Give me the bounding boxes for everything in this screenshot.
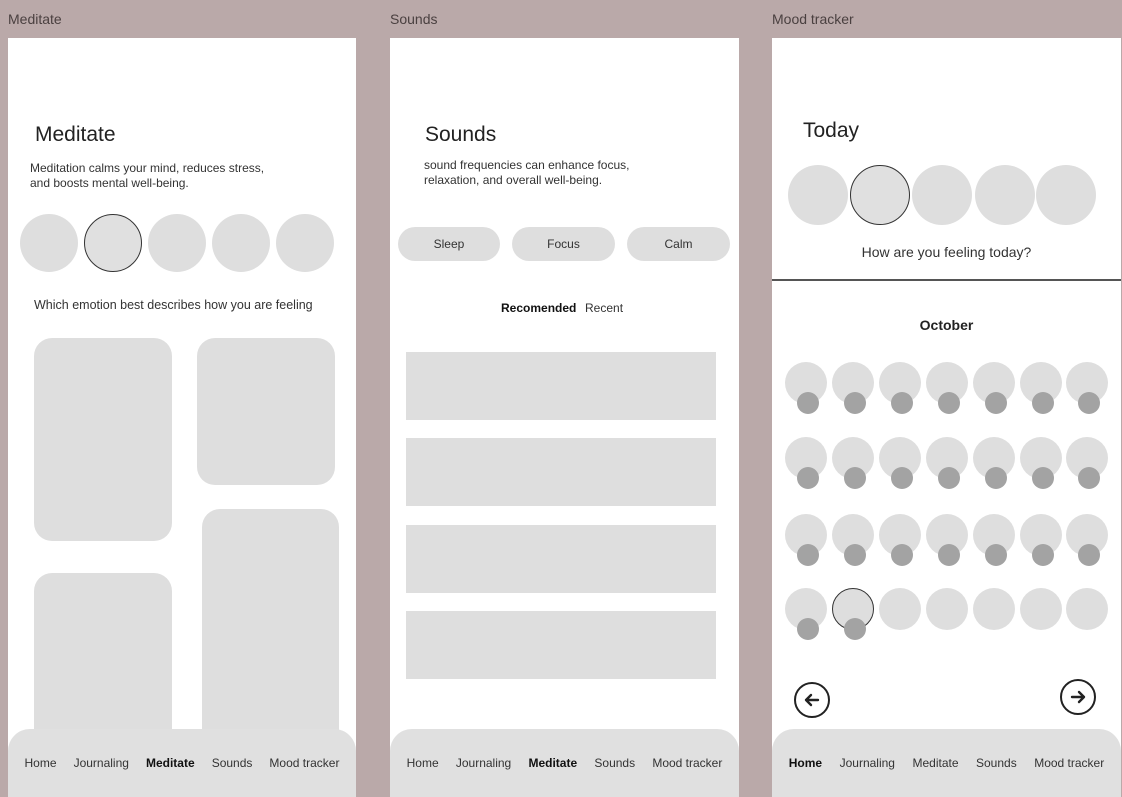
nav-item-journaling[interactable]: Journaling: [73, 756, 129, 770]
sound-item[interactable]: [406, 611, 716, 679]
page-title: Sounds: [425, 123, 497, 146]
emotion-option[interactable]: [20, 214, 78, 272]
category-pill-sleep[interactable]: Sleep: [398, 227, 500, 261]
mood-dot: [844, 544, 866, 566]
today-title: Today: [803, 119, 860, 142]
sound-item[interactable]: [406, 438, 716, 506]
emotion-option-selected[interactable]: [84, 214, 142, 272]
mood-dot: [891, 544, 913, 566]
emotion-prompt: Which emotion best describes how you are feeling: [34, 298, 313, 312]
mood-dot: [891, 467, 913, 489]
mood-dot: [1032, 467, 1054, 489]
mood-dot: [985, 467, 1007, 489]
category-pill-focus[interactable]: Focus: [512, 227, 615, 261]
arrow-right-circle-icon[interactable]: [1060, 679, 1096, 715]
mood-dot: [985, 392, 1007, 414]
nav-item-meditate[interactable]: Meditate: [912, 756, 959, 770]
calendar-day[interactable]: [879, 588, 921, 630]
mood-dot: [844, 618, 866, 640]
mood-dot: [844, 467, 866, 489]
nav-item-journaling[interactable]: Journaling: [455, 756, 512, 770]
mood-dot: [797, 392, 819, 414]
mood-question: How are you feeling today?: [861, 244, 1032, 260]
calendar-month: October: [919, 317, 974, 333]
mood-tracker-screen: [772, 38, 1121, 797]
calendar-day[interactable]: [1066, 588, 1108, 630]
nav-item-home[interactable]: Home: [406, 756, 439, 770]
emotion-option[interactable]: [276, 214, 334, 272]
mood-dot: [797, 467, 819, 489]
sound-item[interactable]: [406, 352, 716, 420]
divider: [772, 279, 1121, 281]
nav-item-mood-tracker[interactable]: Mood tracker: [1034, 756, 1105, 770]
meditation-card[interactable]: [34, 338, 172, 541]
emotion-option[interactable]: [212, 214, 270, 272]
mood-dot: [1078, 544, 1100, 566]
mood-dot: [938, 544, 960, 566]
nav-item-meditate[interactable]: Meditate: [528, 756, 578, 770]
mood-dot: [797, 618, 819, 640]
bottom-nav: [390, 729, 739, 797]
emotion-option[interactable]: [148, 214, 206, 272]
meditate-screen: [8, 38, 356, 797]
category-pill-calm[interactable]: Calm: [627, 227, 730, 261]
nav-item-meditate[interactable]: Meditate: [145, 756, 195, 770]
mood-dot: [797, 544, 819, 566]
calendar-day[interactable]: [973, 588, 1015, 630]
tab-recommended[interactable]: Recomended: [501, 301, 577, 315]
nav-item-sounds[interactable]: Sounds: [211, 756, 253, 770]
mood-dot: [891, 392, 913, 414]
nav-item-journaling[interactable]: Journaling: [839, 756, 895, 770]
bottom-nav: [772, 729, 1121, 797]
mood-option[interactable]: [975, 165, 1035, 225]
mood-dot: [844, 392, 866, 414]
mood-dot: [1032, 392, 1054, 414]
mood-option[interactable]: [912, 165, 972, 225]
arrow-left-circle-icon[interactable]: [794, 682, 830, 718]
mood-dot: [985, 544, 1007, 566]
sound-item[interactable]: [406, 525, 716, 593]
mood-dot: [1032, 544, 1054, 566]
nav-item-sounds[interactable]: Sounds: [594, 756, 636, 770]
tab-recent[interactable]: Recent: [585, 301, 624, 315]
frame-label-meditate: Meditate: [8, 11, 62, 27]
page-description: Meditation calms your mind, reduces stress, and boosts mental well-being.: [30, 161, 265, 190]
nav-item-home[interactable]: Home: [788, 756, 823, 770]
nav-item-mood-tracker[interactable]: Mood tracker: [269, 756, 340, 770]
mood-option[interactable]: [1036, 165, 1096, 225]
mood-dot: [938, 467, 960, 489]
meditation-card[interactable]: [197, 338, 335, 485]
frame-label-mood-tracker: Mood tracker: [772, 11, 854, 27]
mood-dot: [1078, 467, 1100, 489]
calendar-day[interactable]: [926, 588, 968, 630]
nav-item-home[interactable]: Home: [24, 756, 57, 770]
mood-option-selected[interactable]: [850, 165, 910, 225]
nav-item-sounds[interactable]: Sounds: [976, 756, 1017, 770]
calendar-day[interactable]: [1020, 588, 1062, 630]
mood-option[interactable]: [788, 165, 848, 225]
bottom-nav: [8, 729, 356, 797]
page-title: Meditate: [35, 123, 116, 146]
mood-dot: [1078, 392, 1100, 414]
mood-dot: [938, 392, 960, 414]
frame-label-sounds: Sounds: [390, 11, 438, 27]
nav-item-mood-tracker[interactable]: Mood tracker: [652, 756, 723, 770]
page-description: sound frequencies can enhance focus, relaxation, and overall well-being.: [424, 158, 630, 187]
sounds-screen: [390, 38, 739, 797]
